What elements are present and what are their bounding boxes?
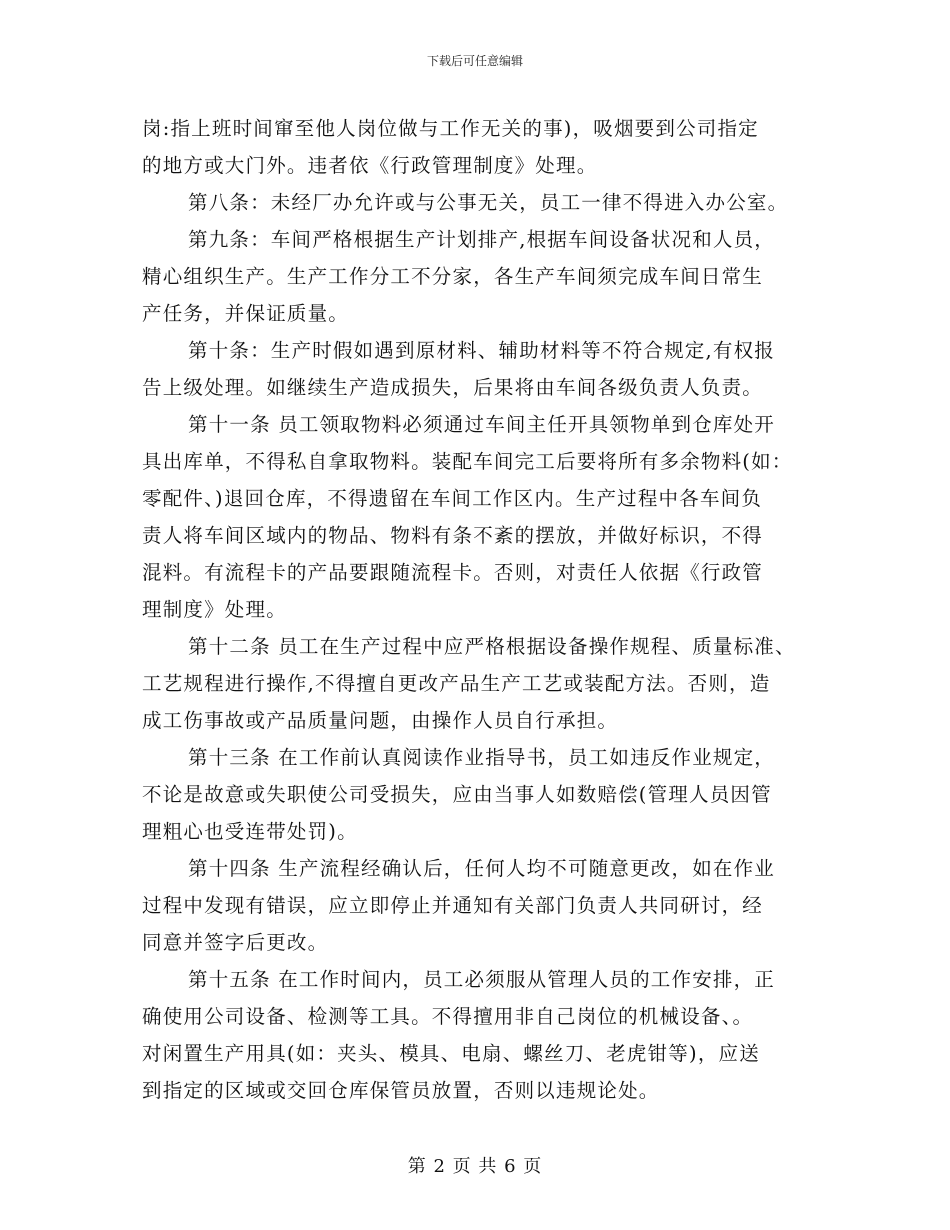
document-body <box>142 110 822 1109</box>
page-number: 第 2 页 共 6 页 <box>407 1156 543 1177</box>
body-line: 第八条：未经厂办允许或与公事无关，员工一律不得进入办公室。 <box>188 191 789 214</box>
body-line: 工艺规程进行操作,不得擅自更改产品生产工艺或装配方法。否则，造 <box>142 672 771 695</box>
body-line: 第十二条 员工在生产过程中应严格根据设备操作规程、质量标准、 <box>188 635 796 658</box>
body-line: 到指定的区域或交回仓库保管员放置，否则以违规论处。 <box>142 1079 660 1102</box>
body-line: 精心组织生产。生产工作分工不分家，各生产车间须完成车间日常生 <box>142 265 764 288</box>
body-line: 成工伤事故或产品质量问题，由操作人员自行承担。 <box>142 709 619 732</box>
body-line: 责人将车间区域内的物品、物料有条不紊的摆放，并做好标识，不得 <box>142 524 764 547</box>
body-line: 具出库单，不得私自拿取物料。装配车间完工后要将所有多余物料(如： <box>142 450 793 473</box>
body-line: 岗:指上班时间窜至他人岗位做与工作无关的事)，吸烟要到公司指定 <box>142 117 759 140</box>
body-line: 理制度》处理。 <box>142 598 287 621</box>
body-line: 零配件、)退回仓库，不得遗留在车间工作区内。生产过程中各车间负 <box>142 487 763 510</box>
body-line: 产任务，并保证质量。 <box>142 302 350 325</box>
body-line: 确使用公司设备、检测等工具。不得擅用非自己岗位的机械设备、。 <box>142 1005 754 1028</box>
body-line: 的地方或大门外。违者依《行政管理制度》处理。 <box>142 154 598 177</box>
body-line: 第九条：车间严格根据生产计划排产,根据车间设备状况和人员， <box>188 228 775 251</box>
body-line: 第十一条 员工领取物料必须通过车间主任开具领物单到仓库处开 <box>188 413 775 436</box>
body-line: 第十条：生产时假如遇到原材料、辅助材料等不符合规定,有权报 <box>188 339 775 362</box>
body-line: 不论是故意或失职使公司受损失，应由当事人如数赔偿(管理人员因管 <box>142 783 772 806</box>
page-header: 下载后可任意编辑 <box>426 54 523 68</box>
body-line: 第十五条 在工作时间内，员工必须服从管理人员的工作安排，正 <box>188 968 775 991</box>
body-line: 第十三条 在工作前认真阅读作业指导书，员工如违反作业规定， <box>188 746 775 769</box>
body-line: 对闲置生产用具(如：夹头、模具、电扇、螺丝刀、老虎钳等)，应送 <box>142 1042 760 1065</box>
body-line: 混料。有流程卡的产品要跟随流程卡。否则，对责任人依据《行政管 <box>142 561 764 584</box>
body-line: 理粗心也受连带处罚)。 <box>142 820 358 843</box>
body-line: 第十四条 生产流程经确认后，任何人均不可随意更改，如在作业 <box>188 857 775 880</box>
body-line: 告上级处理。如继续生产造成损失，后果将由车间各级负责人负责。 <box>142 376 764 399</box>
body-line: 同意并签字后更改。 <box>142 931 329 954</box>
body-line: 过程中发现有错误，应立即停止并通知有关部门负责人共同研讨，经 <box>142 894 764 917</box>
